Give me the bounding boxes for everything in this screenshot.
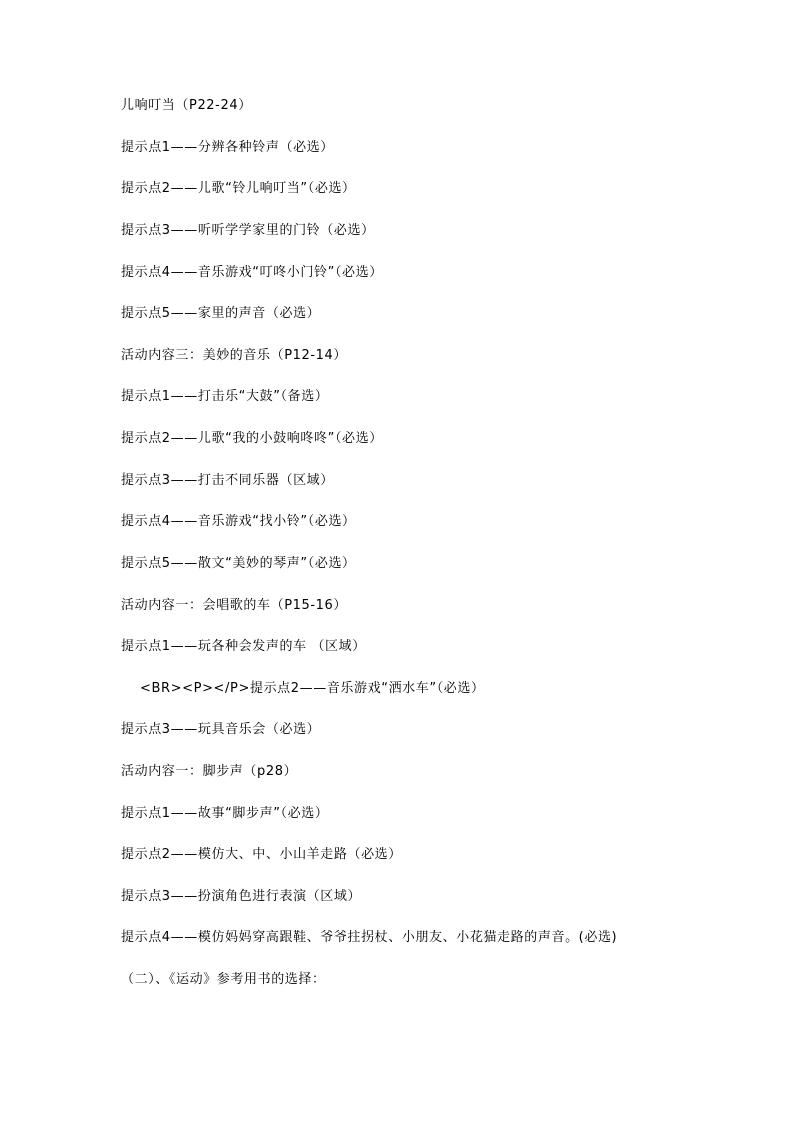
text-line: 活动内容三：美妙的音乐（P12-14） bbox=[121, 348, 348, 363]
text-line: 儿响叮当（P22-24） bbox=[121, 98, 252, 113]
text-line: 提示点5——散文“美妙的琴声”（必选） bbox=[121, 556, 356, 571]
text-line: 提示点1——故事“脚步声”（必选） bbox=[121, 806, 329, 821]
text-line: 提示点4——模仿妈妈穿高跟鞋、爷爷拄拐杖、小朋友、小花猫走路的声音。(必选) bbox=[121, 930, 618, 945]
text-line: （二）、《运动》参考用书的选择： bbox=[121, 972, 326, 987]
text-line: 活动内容一：会唱歌的车（P15-16） bbox=[121, 598, 348, 613]
text-line: 活动内容一：脚步声（p28） bbox=[121, 764, 298, 779]
text-line: <BR><P></P>提示点2——音乐游戏“洒水车”（必选） bbox=[140, 681, 485, 696]
text-line: 提示点2——儿歌“铃儿响叮当”（必选） bbox=[121, 181, 356, 196]
text-line: 提示点1——打击乐“大鼓”（备选） bbox=[121, 389, 329, 404]
text-line: 提示点5——家里的声音（必选） bbox=[121, 306, 321, 321]
text-line: 提示点3——听听学学家里的门铃（必选） bbox=[121, 223, 375, 238]
text-line: 提示点2——模仿大、中、小山羊走路（必选） bbox=[121, 847, 402, 862]
text-line: 提示点3——打击不同乐器（区域） bbox=[121, 473, 334, 488]
text-line: 提示点4——音乐游戏“找小铃”（必选） bbox=[121, 514, 356, 529]
text-line: 提示点1——玩各种会发声的车 （区域） bbox=[121, 639, 366, 654]
text-line: 提示点2——儿歌“我的小鼓响咚咚”（必选） bbox=[121, 431, 383, 446]
text-line: 提示点3——玩具音乐会（必选） bbox=[121, 722, 321, 737]
text-line: 提示点4——音乐游戏“叮咚小门铃”（必选） bbox=[121, 265, 383, 280]
text-line: 提示点1——分辨各种铃声（必选） bbox=[121, 140, 334, 155]
text-line: 提示点3——扮演角色进行表演（区域） bbox=[121, 889, 362, 904]
